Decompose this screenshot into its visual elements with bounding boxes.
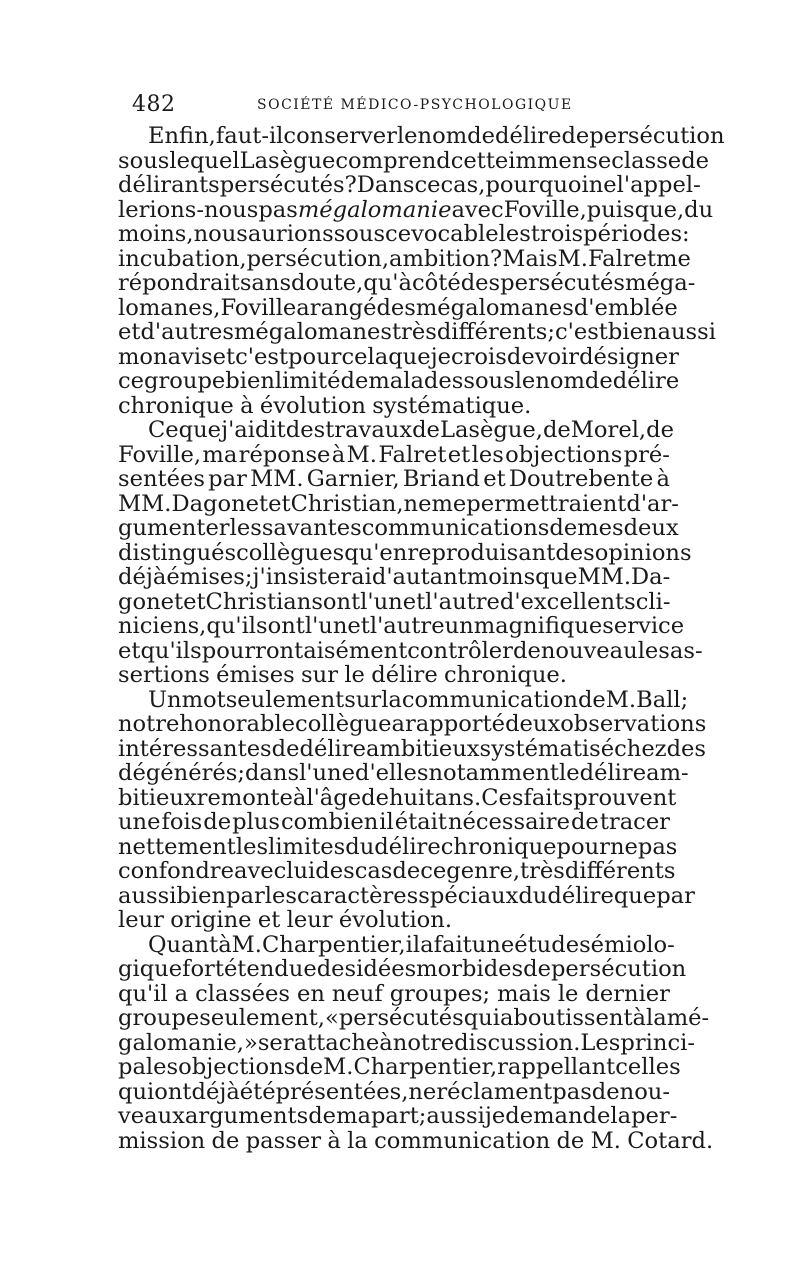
text-line: mon avis et c'est pour cela que je crois devoir désigner [118, 343, 679, 370]
text-line: dégénérés; dans l'une d'elles notamment le délire am- [118, 760, 689, 786]
text-line: sertions émises sur le délire chronique. [118, 662, 567, 688]
text-line: Enfin, faut-il conserver le nom de délire de persécution [148, 123, 725, 149]
text-line: nettement les limites du délire chronique pour ne pas [118, 833, 678, 860]
text-line: groupe seulement, « persécutés qui aboutissent à la mé- [118, 1005, 710, 1031]
text-line: MM. Dagonet et Christian, ne me permettraient d'ar- [118, 490, 679, 517]
text-line: lomanes, Foville a rangé des mégalomanes d'emblée [118, 294, 678, 321]
text-line: moins, nous aurions sous ce vocable les trois périodes: [118, 221, 690, 247]
text-line: répondrait sans doute, qu'à côté des persécutés méga- [118, 270, 696, 296]
page-header [132, 92, 672, 120]
body-text [118, 123, 725, 1154]
text-line: pales objections de M. Charpentier, rappellant celles [118, 1054, 681, 1080]
text-line: bitieux remonte à l'âge de huit ans. Ces faits prouvent [118, 784, 677, 811]
text-line: sous lequel Lasègue comprend cette immense classe de [118, 147, 710, 174]
text-line: Foville, ma réponse à M. Falret et les objections pré- [118, 441, 670, 468]
text-line: aussi bien par les caractères spéciaux du délire que par [118, 882, 695, 909]
text-line: qu'il a classées en neuf groupes; mais le dernier [118, 980, 670, 1007]
text-line: lerions-nous pas mégalomanie avec Foville, puisque, du [118, 196, 714, 223]
text-line: notre honorable collègue a rapporté deux observations [118, 711, 707, 737]
text-line: veaux arguments de ma part; aussi je demande la per- [118, 1103, 678, 1129]
text-line: gonet et Christian sont l'un et l'autre d'excellents cli- [118, 588, 671, 615]
text-line: et d'autres mégalomanes très différents; c'est bien aussi [118, 319, 716, 345]
text-line: Ce que j'ai dit des travaux de Lasègue, de Morel, de [148, 417, 674, 443]
text-line: sentées par MM. Garnier, Briand et Doutrebente à [118, 466, 670, 492]
text-line: déjà émises; j'insisterai d'autant moins que MM. Da- [118, 564, 671, 590]
text-line: galomanie, » se rattache à notre discussion. Les princi- [118, 1029, 695, 1056]
text-line: niciens, qu'ils ont l'un et l'autre un magnifique service [118, 613, 685, 639]
text-line: gumenter les savantes communications de mes deux [118, 515, 679, 541]
text-line: ce groupe bien limité de malades sous le nom de délire [118, 368, 680, 394]
text-line: leur origine et leur évolution. [118, 907, 453, 933]
text-line: qui ont déjà été présentées, ne réclament pas de nou- [118, 1078, 670, 1105]
text-line: gique fort étendue des idées morbides de persécution [118, 956, 687, 982]
text-line: et qu'ils pourront aisément contrôler de nouveau les as- [118, 637, 703, 664]
text-line: intéressantes de délire ambitieux systématisé chez des [118, 735, 707, 762]
text-line: distingués collègues qu'en reproduisant des opinions [118, 539, 692, 566]
text-line: Quant à M. Charpentier, il a fait une étude sémiolo- [148, 931, 675, 958]
text-line: confondre avec lui des cas de ce genre, très différents [118, 858, 676, 884]
page-number: 482 [132, 92, 176, 117]
running-head: SOCIÉTÉ MÉDICO-PSYCHOLOGIQUE [257, 97, 573, 113]
text-line: délirants persécutés? Dans ce cas, pourquoi ne l'appel- [118, 172, 701, 198]
text-line: Un mot seulement sur la communication de M. Ball; [148, 686, 689, 713]
text-line: une fois de plus combien il était nécessaire de tracer [118, 809, 670, 835]
text-line: chronique à évolution systématique. [118, 392, 532, 419]
text-line: incubation, persécution, ambition? Mais M. Falret me [118, 245, 691, 272]
text-line: mission de passer à la communication de M. Cotard. [118, 1127, 714, 1154]
